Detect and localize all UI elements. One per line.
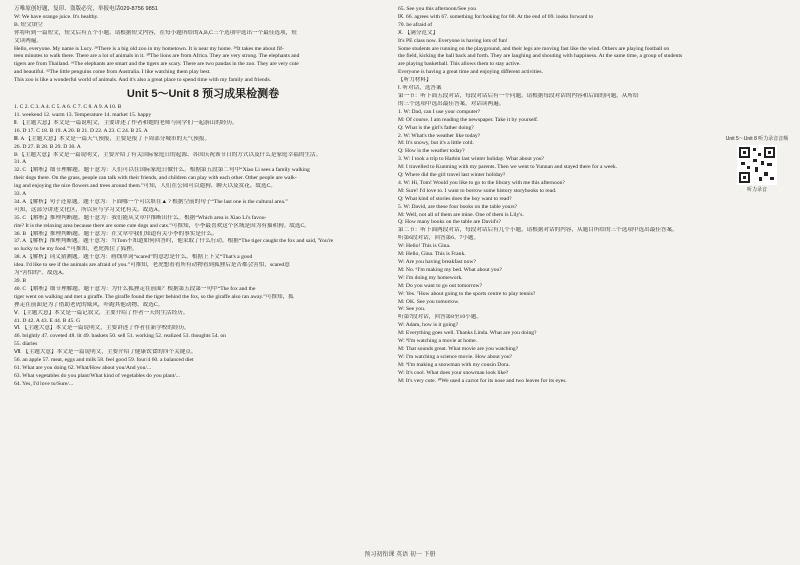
text-line: Ⅵ. 【主题大意】本文是一篇说明文，主要讲述了作者在新学校的经历。 [14, 325, 190, 332]
text-line: 39. B [14, 278, 27, 284]
text-line: 你将听到一篇短文，短文后有五个小题。请根据短文内容，在每小题所给的A,B,C三个选项中选出一个最佳选项，短 [14, 29, 297, 36]
text-line: M: Sure! I'd love to. I want to borrow some history storybooks to read. [398, 187, 557, 194]
text-line: 听第6段对话，回答第6、7小题。 [398, 235, 480, 242]
text-line: M: I travelled to Kunming with my parents. Then we went to Yunnan and stayed there for a week. [398, 164, 618, 171]
text-line: 38. A 【解析】词义猜测题。题干意为：画线单词“scared”的意思是什么。根据上下文“That's a good [14, 254, 253, 261]
text-line: W: Are you having breakfast now? [398, 259, 476, 265]
text-line: Q: Where did the girl travel last winter holiday? [398, 172, 506, 179]
text-line: W: Yes. ⁷How about going to the sports centre to play tennis? [398, 290, 536, 297]
text-line: 36. B 【解析】推理判断题。题干意为：在文章中我们知道有关小李的事实是什么。 [14, 230, 218, 237]
text-line: 的三个选项中选出最佳答案。对话读两遍。 [398, 100, 505, 107]
text-line: Ⅲ. A 【主题大意】本文是一篇天气预报，主要是报了下周部分城市的天气预报。 [14, 135, 211, 142]
text-line: and beautiful. ³²The little penguins come from Australia. I like watching them play best. [14, 69, 211, 76]
text-line: M: Everything goes well. Thanks Linda. What are you doing? [398, 330, 537, 337]
text-line: 3. W: I took a trip to Harbin last winter holiday. What about you? [398, 156, 545, 163]
text-line: 【听力材料】 [398, 77, 432, 84]
text-line: M: OK. See you tomorrow. [398, 298, 460, 305]
text-line: 61. What are you doing 62. What/How about you/And you/... [14, 364, 152, 371]
text-line: 1. C 2. C 3. A 4. C 5. A 6. C 7. C 8. A 9. A 10. B [14, 104, 122, 111]
text-line: W: It's cool. What does your snowman look like? [398, 369, 509, 376]
text-line: 26. D 27. B 28. B 29. D 30. A [14, 143, 81, 150]
right-column [398, 6, 790, 386]
text-line: 41. D 42. A 43. E 44. B 45. G [14, 317, 81, 324]
text-line: are playing basketball. This allows them to stay active. [398, 61, 521, 68]
text-line: W: I'm watching a science movie. How about you? [398, 353, 513, 360]
text-line: M: ⁹I'm making a snowman with my cousin Dora. [398, 361, 510, 368]
text-line: Some students are running on the playground, and their legs are moving fast like the wind. Others are playing football on [398, 45, 670, 52]
text-line: 第一节：听下面五段对话，每段对话后有一个问题。请根据每段对话的内容和后面的问题，从所给 [398, 92, 639, 99]
text-line: B. 短文填空 [14, 21, 43, 28]
text-line: Q: What is the girl's father doing? [398, 124, 474, 131]
text-line: It's PE class now. Everyone is having lots of fun! [398, 37, 508, 44]
text-line: Ⅶ. 【主题大意】本文是一篇说明文，主要介绍了健康饮食的四个关键点。 [14, 349, 197, 356]
text-line: Ⅰ. 听对话，选答案 [398, 85, 442, 92]
text-line: Q: How many books on the table are David's? [398, 219, 501, 226]
text-line: 63. What vegetables do you plant/What kind of vegetables do you plant/... [14, 372, 180, 379]
text-line: Ⅸ. 66. agrees with 67. something for/looking for 68. At the end of 69. looks forward to [398, 13, 594, 20]
text-line: idea. I'd like to see if the animals are afraid of you.”可推知，老虎想看看所有动物看到狐狸后是否都会害怕，scared意 [14, 262, 290, 269]
text-line: M: Hello, Gina. This is Frank. [398, 251, 466, 258]
text-line: Ⅴ. 【主题大意】本文是一篇记叙文，主要介绍了作者一天的生活经历。 [14, 309, 189, 316]
text-line: 4. W: Hi, Tom! Would you like to go to the library with me this afternoon? [398, 179, 565, 186]
text-line: 文读两遍。 [14, 37, 42, 44]
text-line: 2. W: What's the weather like today? [398, 132, 481, 139]
text-line: M: Well, not all of them are mine. One of them is Lily's. [398, 211, 524, 218]
text-line: 11. weekend 12. warm 13. Temperature 14. market 15. happy [14, 111, 152, 118]
text-line: 第二节：听下面两段对话，每段对话后有几个小题，请根据对话的内容，从题目所给的三个选项中选出最佳答案。 [398, 227, 678, 234]
qr-label-bottom: 听力录音 [746, 186, 767, 193]
text-line: Q: How is the weather today? [398, 148, 465, 155]
text-line: Ⅹ. 【满分范文】 [398, 29, 439, 36]
qr-code-icon[interactable] [737, 145, 777, 185]
text-line: B 【主题大意】本文是一篇说明文，主要介绍了有关国际家庭日的起源、各国庆祝该节日的方式以及什么是家庭幸福的生活。 [14, 151, 322, 158]
text-line: 56. an apple 57. meat, eggs and milk 58. feel good 59. four/4 60. a balanced diet [14, 357, 194, 364]
text-line: 40. C 【解析】细节理解题。题干意为：为什么狐狸走在前面？根据第五段第一句中“The fox and the [14, 285, 256, 292]
text-line: W: Adam, how is it going? [398, 322, 459, 329]
qr-label-top: Unit 5～Unit 8 听力录音音频 [725, 136, 789, 142]
text-line: 可知，这部分讲述文化区，所以应与学习文化有关。故选A。 [14, 206, 164, 213]
text-line: 16. D 17. C 18. B 19. A 20. B 21. D 22. A 23. C 24. B 25. A [14, 127, 148, 134]
text-line: Q: What kind of stories does the boy want to read? [398, 195, 512, 202]
text-line: 37. A 【解析】推理判断题。题干意为：当Tom不知道如何回答时，他采取了什么行动。根据“The tiger caught the fox and said, 'You're [14, 238, 334, 245]
left-column [14, 6, 392, 389]
text-line: W: We have orange juice. It's healthy. [14, 13, 99, 20]
text-line: so lucky to be my food.'”可推知，老虎抓住了狐狸。 [14, 246, 138, 253]
text-line: This zoo is like a wonderful world of animals. And it's also a great place to spend time with my family and friends. [14, 77, 272, 84]
text-line: 为“害怕的”。故选A。 [14, 270, 68, 277]
text-line: ing and enjoying the nice flowers and trees around them.”可知，人们在公园可以遛狗、聊天以及赏花。故选C。 [14, 183, 276, 190]
text-line: W: ⁸I'm watching a movie at home. [398, 338, 478, 345]
qr-block [725, 136, 789, 193]
text-line: 33. A [14, 191, 27, 198]
text-line: 听第7段对话，回答第8至10小题。 [398, 314, 482, 321]
text-line: Everyone is having a great time and enjoying different activities. [398, 69, 543, 76]
text-line: M: That sounds great. What movie are you watching? [398, 345, 519, 352]
text-line: 70. be afraid of [398, 21, 433, 28]
text-line: M: No. ⁶I'm making my bed. What about you? [398, 266, 502, 273]
page-footer: 预习初衔课 英语 初一 下册 [364, 552, 436, 558]
text-line: W: See you. [398, 306, 426, 313]
right-listening-text [398, 6, 790, 386]
text-line: 65. See you this afternoon/See you [398, 6, 476, 12]
text-line: 5. W: David, are these four books on the table yours? [398, 203, 517, 210]
text-line: M: Do you want to go out tomorrow? [398, 282, 483, 289]
text-line: 64. Yes, I'd love to/Sure/... [14, 380, 74, 387]
text-line: M: It's snowy, but it's a little cold. [398, 140, 474, 147]
text-line: W: I'm doing my homework. [398, 274, 463, 281]
text-line: 狸走在前面是为了借助老虎的威风，吓跑其他动物。故选C。 [14, 301, 164, 308]
text-line: Hello, everyone. My name is Lucy. ²⁸There is a big old zoo in my hometown. It is near my home. ²⁹It takes me about fif- [14, 45, 284, 52]
text-line: 1. W: Dad, can I use your computer? [398, 108, 481, 115]
text-line: the field, kicking the ball back and forth. They are laughing and shouting with happiness. At the same time, a group of students [398, 53, 683, 60]
header-line: 万唯原创好题，复印、盗版必究，举报电话029-8756 9851 [14, 6, 158, 12]
text-line: 46. brightly 47. coveted 48. lit 49. baskets 50. sell 51. working 52. realized 53. thoughts 54. on [14, 333, 226, 340]
text-line: teen minutes to walk there. There are a lot of animals in it. ³⁰The lions are from Africa. They are very strong. The elephants and [14, 53, 300, 60]
text-line: M: Of course. I am reading the newspaper. Take it by yourself. [398, 116, 539, 123]
left-answer-text [14, 14, 392, 389]
text-line: rite? It is the relaxing area because there are some cute dogs and cats.”可推知，小李最喜欢这个区域是因为有猫和狗。故选C。 [14, 222, 310, 229]
text-line: 55. diaries [14, 341, 38, 348]
text-line: M: It's very cute. ¹⁰We used a carrot for its nose and two leaves for its eyes. [398, 377, 567, 384]
text-line: tigers are from Thailand. ³¹The elephants are smart and the tigers are scary. There are two pandas in the zoo. They are very cute [14, 61, 299, 68]
section-title: Unit 5～Unit 8 预习成果检测卷 [126, 88, 280, 101]
text-line: 31. A [14, 159, 27, 166]
text-line: their dogs there. On the grass, people can talk with their friends, and children can play with each other. Other people are walk- [14, 175, 297, 182]
text-line: 32. C 【解析】细节理解题。题干意为：人们可以在国际家庭日做什么。根据第五段第二句中“Xiao Li sees a family walking [14, 167, 310, 174]
text-line: 34. A 【解析】句子还原题。题干意为：下面哪一个可以填在▲ ? 根据空前的句子“The last one is the cultural area.” [14, 198, 288, 205]
text-line: 35. C 【解析】推理判断题。题干意为：我们能从文章中推断出什么。根据“Which area is Xiao Li's favou- [14, 214, 267, 221]
text-line: W: Hello! This is Gina. [398, 243, 451, 250]
text-line: tiger went on walking and met a giraffe. The giraffe found the tiger behind the fox, so the giraffe also ran away.”可推知，狐 [14, 293, 294, 300]
text-line: Ⅱ. 【主题大意】本文是一篇说明文，主要讲述了作者和她的老师与同学们一起游山的经历。 [14, 119, 238, 126]
